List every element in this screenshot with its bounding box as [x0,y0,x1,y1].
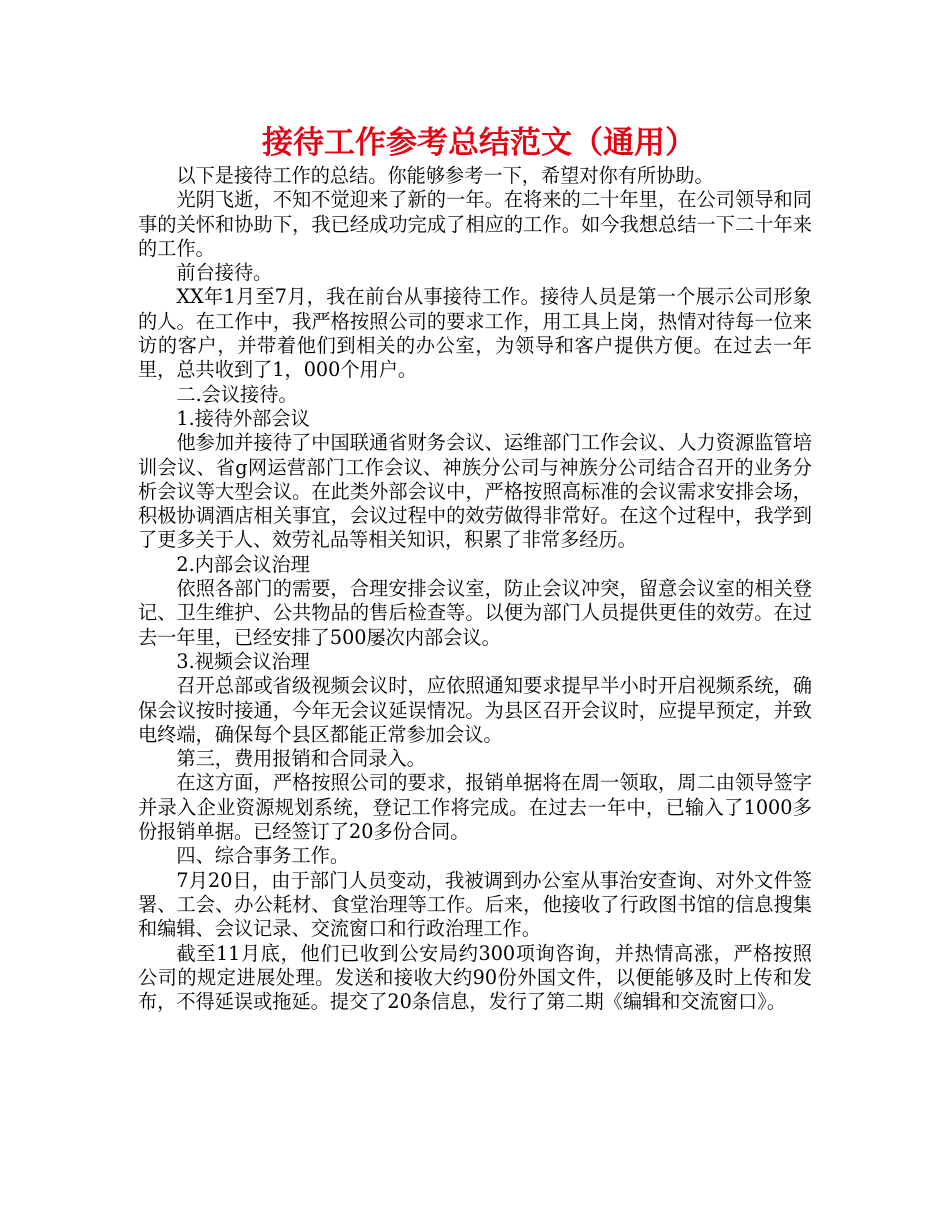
paragraph: 在这方面，严格按照公司的要求，报销单据将在周一领取，周二由领导签字并录入企业资源规划系统，登记工作将完成。在过去一年中，已输入了1000多份报销单据。已经签订了20多份合同。 [138,771,812,844]
paragraph: 7月20日，由于部门人员变动，我被调到办公室从事治安查询、对外文件签署、工会、办公耗材、食堂治理等工作。后来，他接收了行政图书馆的信息搜集和编辑、会议记录、交流窗口和行政治理工作。 [138,868,812,941]
paragraph: 他参加并接待了中国联通省财务会议、运维部门工作会议、人力资源监管培训会议、省g网运营部门工作会议、神族分公司与神族分公司结合召开的业务分析会议等大型会议。在此类外部会议中，严格按照高标准的会议需求安排会场，积极协调酒店相关事宜，会议过程中的效劳做得非常好。在这个过程中，我学到了更多关于人、效劳礼品等相关知识，积累了非常多经历。 [138,431,812,552]
paragraph: XX年1月至7月，我在前台从事接待工作。接待人员是第一个展示公司形象的人。在工作中，我严格按照公司的要求工作，用工具上岗，热情对待每一位来访的客户，并带着他们到相关的办公室，为领导和客户提供方便。在过去一年里，总共收到了1，000个用户。 [138,285,812,382]
paragraph: 以下是接待工作的总结。你能够参考一下，希望对你有所协助。 [176,164,714,187]
paragraph: 四、综合事务工作。 [176,844,350,868]
paragraph: 前台接待。 [176,261,273,285]
paragraph: 3.视频会议治理 [176,649,310,673]
paragraph: 2.内部会议治理 [176,552,310,576]
document-body [138,164,812,1014]
document-page [138,122,812,1014]
paragraph: 光阴飞逝，不知不觉迎来了新的一年。在将来的二十年里，在公司领导和同事的关怀和协助下，我已经成功完成了相应的工作。如今我想总结一下二十年来的工作。 [138,188,812,260]
paragraph: 截至11月底，他们已收到公安局约300项询咨询，并热情高涨，严格按照公司的规定进展处理。发送和接收大约90份外国文件，以便能够及时上传和发布，不得延误或拖延。提交了20条信息，发行了第二期《编辑和交流窗口》。 [138,941,812,1014]
paragraph: 1.接待外部会议 [176,406,310,430]
paragraph: 二.会议接待。 [176,382,298,406]
document-title: 接待工作参考总结范文（通用） [262,125,696,161]
paragraph: 召开总部或省级视频会议时，应依照通知要求提早半小时开启视频系统，确保会议按时接通，今年无会议延误情况。为县区召开会议时，应提早预定，并致电终端，确保每个县区都能正常参加会议。 [138,674,812,746]
paragraph: 依照各部门的需要，合理安排会议室，防止会议冲突，留意会议室的相关登记、卫生维护、公共物品的售后检查等。以便为部门人员提供更佳的效劳。在过去一年里，已经安排了500屡次内部会议。 [138,577,812,649]
paragraph: 第三，费用报销和合同录入。 [176,747,426,771]
